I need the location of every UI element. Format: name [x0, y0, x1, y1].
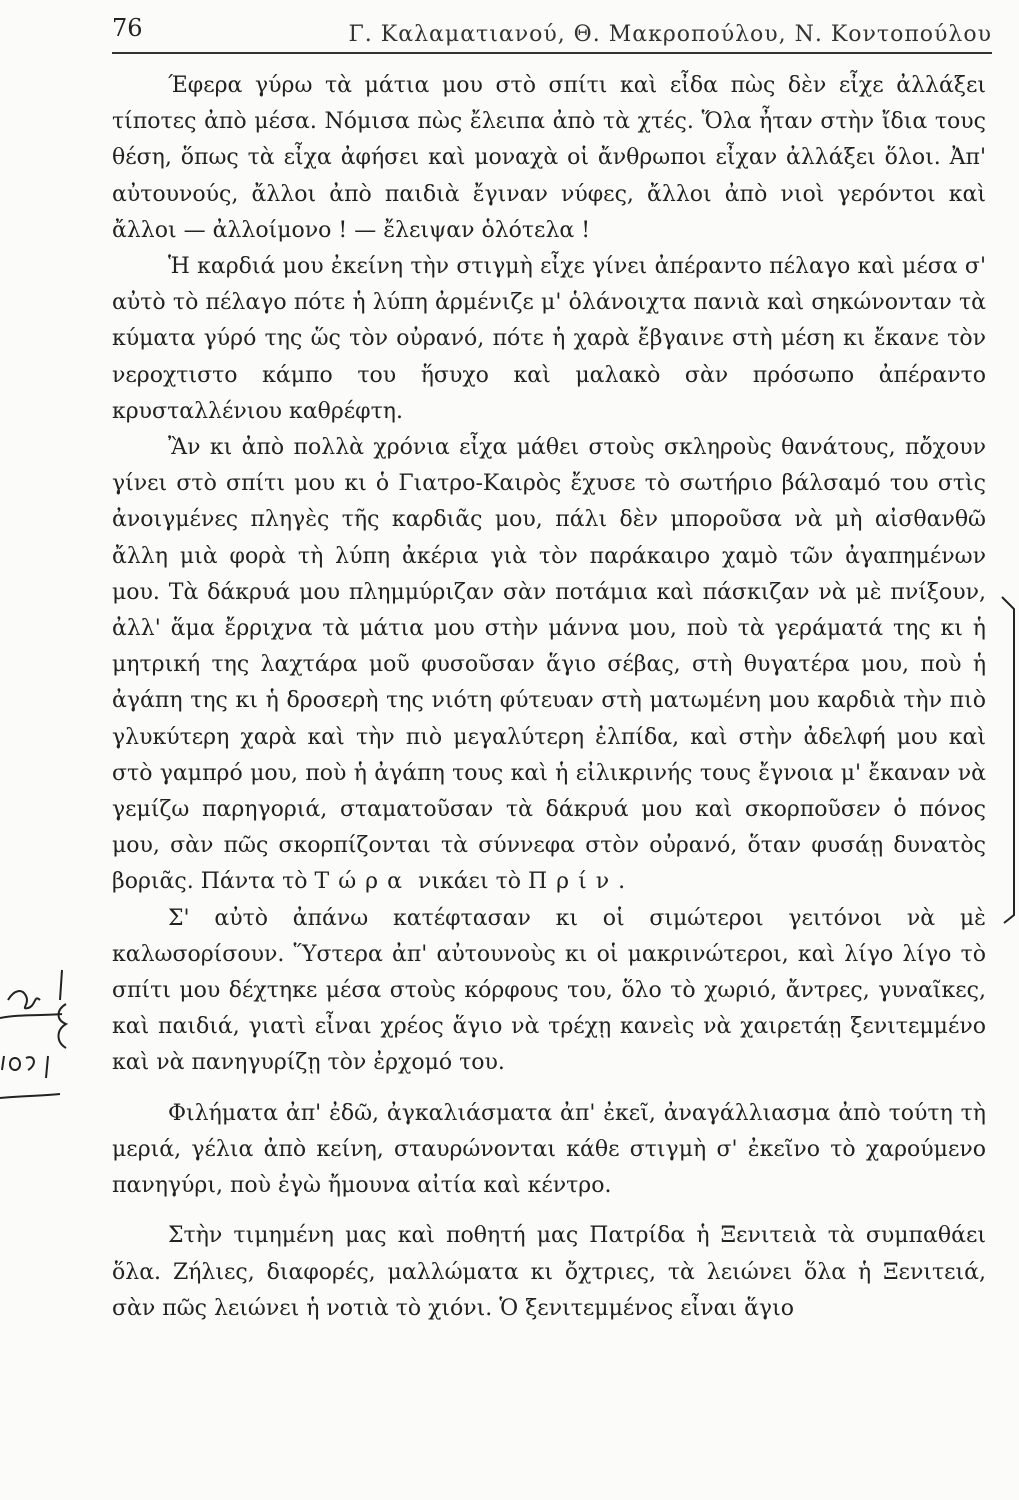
body-text — [112, 68, 986, 1327]
paragraph-5: Φιλήματα ἀπ' ἐδῶ, ἀγκαλιάσματα ἀπ' ἐκεῖ, ἀναγάλλιασμα ἀπὸ τούτη τὴ μεριά, γέλια ἀπὸ κείνη, σταυρώνονται κάθε στιγμὴ σ' ἐκεῖνο τὸ χαρούμενο πανηγύρι, ποὺ ἐγὼ ἤμουνα αἰτία καὶ κέντρο. — [112, 1100, 986, 1199]
page-header — [112, 10, 992, 54]
paragraph-2: Ἡ καρδιά μου ἐκείνη τὴν στιγμὴ εἶχε γίνει ἀπέραντο πέλαγο καὶ μέσα σ' αὐτὸ τὸ πέλαγο πότε ἡ λύπη ἀρμένιζε μ' ὁλάνοιχτα πανιὰ καὶ σηκώνονταν τὰ κύματα γύρό της ὥς τὸν οὐρανό, πότε ἡ χαρὰ ἔβγαινε στὴ μέση κι ἔκανε τὸν νεροχτιστο κάμπο του ἥσυχο καὶ μαλακὸ σὰν πρόσωπο ἀπέραντο κρυσταλλένιου καθρέφτη. — [112, 254, 986, 424]
running-head: Γ. Καλαματιανού, Θ. Μακροπούλου, Ν. Κοντοπούλου — [348, 22, 992, 47]
paragraph-6: Στὴν τιμημένη μας καὶ ποθητή μας Πατρίδα ἡ Ξενιτειὰ τὰ συμπαθάει ὅλα. Ζήλιες, διαφορές, μαλλώματα κι ὄχτριες, τὰ λειώνει ὅλα ἡ Ξενιτειά, σὰν πῶς λειώνει ἡ νοτιὰ τὸ χιόνι. Ὁ ξενιτεμμένος εἶναι ἅγιο — [112, 1223, 986, 1321]
paragraph-3-text: Ἂν κι ἀπὸ πολλὰ χρόνια εἶχα μάθει στοὺς σκληροὺς θανάτους, πὄχουν γίνει στὸ σπίτι μου κι ὁ Γιατρο-Καιρὸς ἔχυσε τὸ σωτήριο βάλσαμό του στὶς ἀνοιγμένες πληγὲς τῆς καρδιᾶς μου, πάλι δὲν μποροῦσα νὰ μὴ αἰσθανθῶ ἄλλη μιὰ φορὰ τὴ λύπη ἀκέρια γιὰ τὸν παράκαιρο χαμὸ τῶν ἀγαπημένων μου. Τὰ δάκρυά μου πλημμύριζαν σὰν ποτάμια καὶ πάσκιζαν νὰ μὲ πνίξουν, ἀλλ' ἅμα ἔρριχνα τὰ μάτια μου στὴν μάννα μου, ποὺ τὰ γεράματά της κι ἡ μητρική της λαχτάρα μοῦ φυσοῦσαν ἅγιο σέβας, στὴ θυγατέρα μου, ποὺ ἡ ἀγάπη της κι ἡ δροσερὴ της νιότη φύτευαν στὴ ματωμένη μου καρδιὰ τὴν πιὸ γλυκύτερη χαρὰ καὶ τὴν πιὸ μεγαλύτερη ἐλπίδα, καὶ στὴν ἀδελφή μου καὶ στὸ γαμπρό μου, ποὺ ἡ ἀγάπη τους καὶ ἡ εἰλικρινής τους ἔγνοια μ' ἔκαναν νὰ γεμίζω παρηγοριά, σταματοῦσαν τὰ δάκρυά μου καὶ σκορποῦσεν ὁ πόνος μου, σὰν πῶς σκορπίζονται τὰ σύννεφα στὸν οὐρανό, ὅταν φυσάῃ δυνατὸς βοριᾶς. Πάντα τὸ — [112, 435, 986, 895]
page-number: 76 — [112, 14, 143, 42]
spaced-word-prin: Πρίν. — [528, 869, 635, 895]
paragraph-4: Σ' αὐτὸ ἀπάνω κατέφτασαν κι οἱ σιμώτεροι γειτόνοι νὰ μὲ καλωσορίσουν. Ὕστερα ἀπ' αὐτουνοὺς κι οἱ μακρινώτεροι, καὶ λίγο λίγο τὸ σπίτι μου δέχτηκε μέσα στοὺς κόρφους του, ὅλο τὸ χωριό, ἄντρες, γυναῖκες, καὶ παιδιά, γιατὶ εἶναι χρέος ἅγιο νὰ τρέχῃ κανεὶς νὰ χαιρετάῃ ξενιτεμμένο καὶ νὰ πανηγυρίζῃ τὸν ἐρχομό του. — [112, 905, 986, 1076]
paragraph-1: Έφερα γύρω τὰ μάτια μου στὸ σπίτι καὶ εἶδα πὼς δὲν εἶχε ἀλλάξει τίποτες ἀπὸ μέσα. Νόμισα πὼς ἔλειπα ἀπὸ τὰ χτές. Ὅλα ἦταν στὴν ἴδια τους θέση, ὅπως τὰ εἶχα ἀφήσει καὶ μοναχὰ οἱ ἄνθρωποι εἶχαν ἀλλάξει ὅλοι. Ἀπ' αὐτουνούς, ἄλλοι ἀπὸ παιδιὰ ἔγιναν νύφες, ἄλλοι ἀπὸ νιοὶ γερόντοι καὶ ἄλλοι — ἀλλοίμονο ! — ἔλειψαν ὁλότελα ! — [112, 73, 986, 243]
paragraph-3 — [112, 430, 986, 901]
handwritten-margin-note — [0, 960, 80, 1110]
margin-bracket — [1000, 595, 1018, 925]
spaced-word-tora: Τώρα — [314, 869, 411, 895]
word-nikaei: νικάει τὸ — [417, 869, 521, 895]
